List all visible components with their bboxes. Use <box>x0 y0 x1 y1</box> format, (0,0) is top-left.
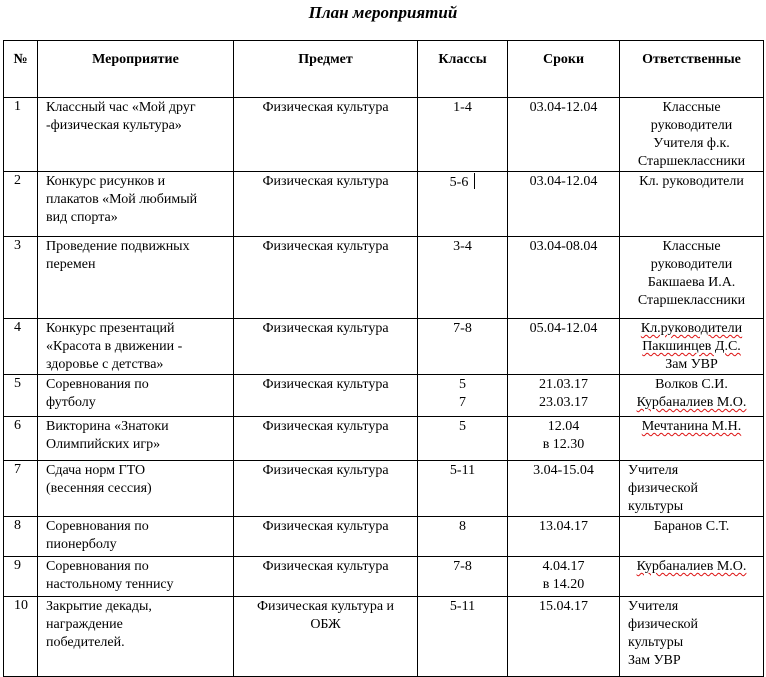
responsible-line: Кл. руководители <box>639 174 744 189</box>
responsible-line <box>622 418 761 436</box>
dates-line: в 14.20 <box>542 577 585 592</box>
cell-subject <box>234 319 418 375</box>
cell-num: 5 <box>4 375 38 417</box>
header-responsible: Ответственные <box>620 41 764 98</box>
event-line: награждение <box>46 617 123 632</box>
responsible-line: физической <box>628 481 698 496</box>
event-line: плакатов «Мой любимый <box>46 192 198 207</box>
cell-classes <box>418 417 508 461</box>
header-classes: Классы <box>418 41 508 98</box>
cell-event <box>38 461 234 517</box>
subject-line: Физическая культура <box>262 239 389 254</box>
event-line: (весенняя сессия) <box>46 481 152 496</box>
event-line: пионерболу <box>46 537 117 552</box>
cell-classes <box>418 517 508 557</box>
cell-num: 9 <box>4 557 38 597</box>
event-line: -физическая культура» <box>46 118 182 133</box>
dates-line: 03.04-12.04 <box>529 174 598 189</box>
header-subject: Предмет <box>234 41 418 98</box>
classes-line: 7 <box>459 395 466 410</box>
spellcheck-text: Курбаналиев М.О. <box>636 559 747 574</box>
table-row <box>4 98 764 172</box>
cell-event <box>38 375 234 417</box>
cell-classes <box>418 319 508 375</box>
cell-event <box>38 597 234 677</box>
classes-line: 5 <box>459 419 466 434</box>
subject-line: Физическая культура и <box>256 599 395 614</box>
cell-dates <box>508 98 620 172</box>
cell-num: 6 <box>4 417 38 461</box>
cell-classes <box>418 98 508 172</box>
spellcheck-text: Курбаналиев М.О. <box>636 395 747 410</box>
classes-value: 5-6 <box>449 175 469 190</box>
classes-line: 8 <box>459 519 466 534</box>
classes-line: 5-11 <box>449 463 476 478</box>
table-row <box>4 172 764 237</box>
cell-event <box>38 557 234 597</box>
dates-line: 03.04-08.04 <box>529 239 598 254</box>
responsible-line <box>622 338 761 356</box>
cell-num: 8 <box>4 517 38 557</box>
header-event: Мероприятие <box>38 41 234 98</box>
responsible-line <box>622 320 761 338</box>
table-header-row <box>4 41 764 98</box>
table-row <box>4 237 764 319</box>
responsible-line: руководители <box>650 257 733 272</box>
cell-dates <box>508 172 620 237</box>
event-line: футболу <box>46 395 96 410</box>
cell-dates <box>508 237 620 319</box>
cell-event <box>38 517 234 557</box>
cell-dates <box>508 557 620 597</box>
responsible-line: Старшеклассники <box>637 154 746 169</box>
event-line: Соревнования по <box>46 377 149 392</box>
cell-dates <box>508 375 620 417</box>
dates-line: 05.04-12.04 <box>529 321 598 336</box>
event-line: вид спорта» <box>46 210 118 225</box>
event-line: победителей. <box>46 635 125 650</box>
cell-num: 2 <box>4 172 38 237</box>
table-row <box>4 517 764 557</box>
cell-responsible <box>620 517 764 557</box>
table-row <box>4 557 764 597</box>
responsible-line: Волков С.И. <box>655 377 728 392</box>
cell-classes <box>418 461 508 517</box>
cell-classes <box>418 557 508 597</box>
cell-responsible <box>620 98 764 172</box>
cell-subject <box>234 517 418 557</box>
subject-line: Физическая культура <box>262 519 389 534</box>
table-row <box>4 461 764 517</box>
cell-event <box>38 172 234 237</box>
page-title: План мероприятий <box>308 3 458 22</box>
responsible-line: культуры <box>628 635 684 650</box>
classes-line <box>418 173 507 192</box>
cell-classes <box>418 237 508 319</box>
classes-line: 1-4 <box>453 100 472 115</box>
responsible-line: Старшеклассники <box>637 293 746 308</box>
cell-subject <box>234 375 418 417</box>
event-line: перемен <box>46 257 96 272</box>
table-row <box>4 597 764 677</box>
cell-subject <box>234 98 418 172</box>
spellcheck-text: Пакшинцев Д.С. <box>642 339 741 354</box>
dates-line: 21.03.17 <box>539 377 588 392</box>
responsible-line: Учителя ф.к. <box>653 136 730 151</box>
responsible-line: Классные <box>662 100 721 115</box>
cell-responsible <box>620 319 764 375</box>
cell-num: 1 <box>4 98 38 172</box>
cell-subject <box>234 597 418 677</box>
classes-line: 7-8 <box>453 321 472 336</box>
cell-dates <box>508 319 620 375</box>
event-line: Проведение подвижных <box>46 239 190 254</box>
header-dates: Сроки <box>508 41 620 98</box>
event-line: Сдача норм ГТО <box>46 463 146 478</box>
dates-line: 3.04-15.04 <box>533 463 594 478</box>
classes-line: 5-11 <box>449 599 476 614</box>
event-line: настольному теннису <box>46 577 174 592</box>
classes-line: 3-4 <box>453 239 472 254</box>
subject-line: ОБЖ <box>310 617 341 632</box>
spellcheck-text: Кл.руководители <box>640 321 743 336</box>
cell-num: 4 <box>4 319 38 375</box>
cell-dates <box>508 461 620 517</box>
cell-responsible <box>620 417 764 461</box>
event-line: здоровье с детства» <box>46 357 164 372</box>
cell-event <box>38 319 234 375</box>
responsible-line <box>622 394 761 412</box>
cell-responsible <box>620 597 764 677</box>
cell-subject <box>234 461 418 517</box>
dates-line: 23.03.17 <box>539 395 588 410</box>
dates-line: 13.04.17 <box>539 519 588 534</box>
cell-classes <box>418 597 508 677</box>
cell-responsible <box>620 375 764 417</box>
dates-line: в 12.30 <box>542 437 585 452</box>
event-line: «Красота в движении - <box>46 339 183 354</box>
subject-line: Физическая культура <box>262 377 389 392</box>
cell-dates <box>508 517 620 557</box>
classes-line: 7-8 <box>453 559 472 574</box>
cell-event <box>38 237 234 319</box>
cell-num: 10 <box>4 597 38 677</box>
event-line: Соревнования по <box>46 559 149 574</box>
event-line: Конкурс презентаций <box>46 321 175 336</box>
cell-responsible <box>620 557 764 597</box>
cell-classes <box>418 172 508 237</box>
subject-line: Физическая культура <box>262 100 389 115</box>
responsible-line: руководители <box>650 118 733 133</box>
responsible-line: Зам УВР <box>665 357 718 372</box>
responsible-line: Учителя <box>628 599 679 614</box>
responsible-line: Классные <box>662 239 721 254</box>
cell-dates <box>508 417 620 461</box>
event-line: Конкурс рисунков и <box>46 174 166 189</box>
cell-subject <box>234 557 418 597</box>
responsible-line: Зам УВР <box>628 653 681 668</box>
cell-classes <box>418 375 508 417</box>
cell-responsible <box>620 172 764 237</box>
event-line: Классный час «Мой друг <box>46 100 196 115</box>
cell-subject <box>234 172 418 237</box>
cell-event <box>38 417 234 461</box>
responsible-line: Учителя <box>628 463 679 478</box>
table-row <box>4 319 764 375</box>
classes-line: 5 <box>459 377 466 392</box>
subject-line: Физическая культура <box>262 321 389 336</box>
header-num: № <box>4 41 38 98</box>
events-table <box>3 40 764 677</box>
cell-dates <box>508 597 620 677</box>
dates-line: 4.04.17 <box>542 559 585 574</box>
subject-line: Физическая культура <box>262 463 389 478</box>
responsible-line: физической <box>628 617 698 632</box>
event-line: Олимпийских игр» <box>46 437 161 452</box>
cell-num: 3 <box>4 237 38 319</box>
responsible-line <box>622 558 761 576</box>
subject-line: Физическая культура <box>262 559 389 574</box>
responsible-line: культуры <box>628 499 684 514</box>
cell-num: 7 <box>4 461 38 517</box>
dates-line: 15.04.17 <box>539 599 588 614</box>
dates-line: 03.04-12.04 <box>529 100 598 115</box>
subject-line: Физическая культура <box>262 174 389 189</box>
event-line: Закрытие декады, <box>46 599 152 614</box>
spellcheck-text: Мечтанина М.Н. <box>641 419 742 434</box>
subject-line: Физическая культура <box>262 419 389 434</box>
responsible-line: Баранов С.Т. <box>653 519 730 534</box>
cell-subject <box>234 417 418 461</box>
responsible-line: Бакшаева И.А. <box>647 275 736 290</box>
table-row <box>4 375 764 417</box>
cell-responsible <box>620 461 764 517</box>
cell-responsible <box>620 237 764 319</box>
dates-line: 12.04 <box>547 419 580 434</box>
text-cursor <box>474 173 475 189</box>
event-line: Соревнования по <box>46 519 149 534</box>
event-line: Викторина «Знатоки <box>46 419 169 434</box>
cell-event <box>38 98 234 172</box>
table-row <box>4 417 764 461</box>
cell-subject <box>234 237 418 319</box>
